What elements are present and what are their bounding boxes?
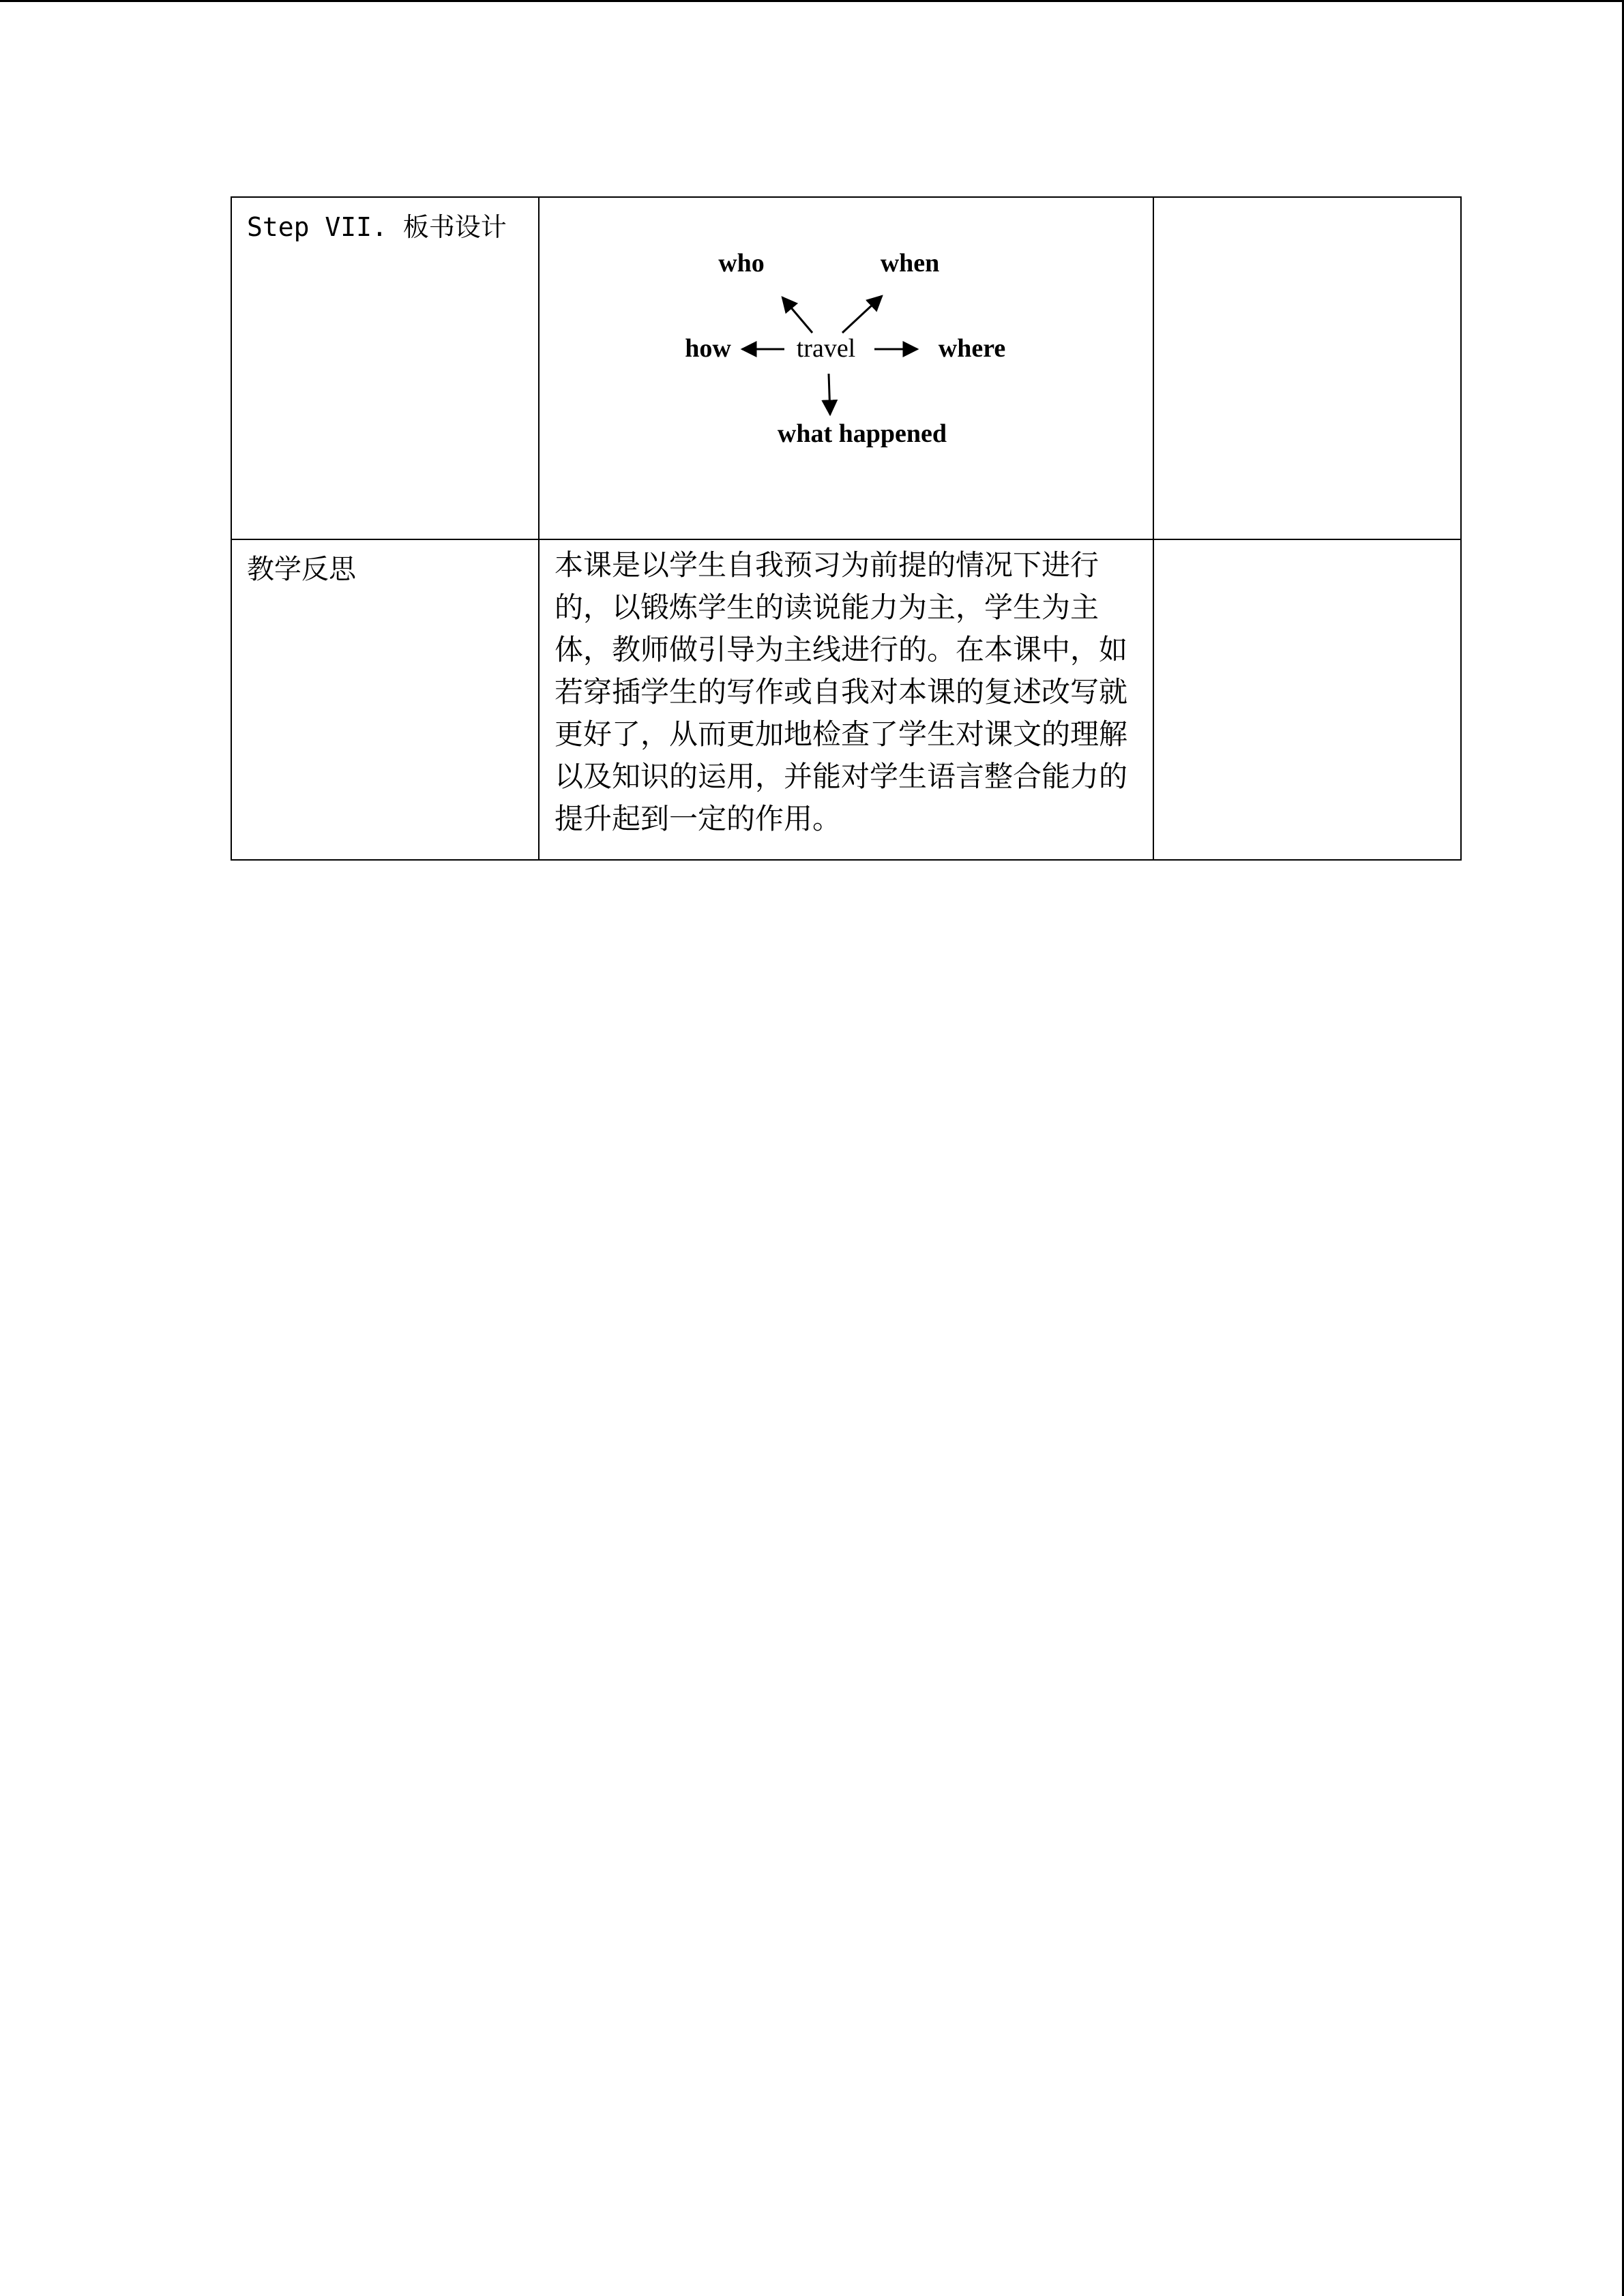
mind-map-svg <box>540 198 1154 539</box>
step-label-cell <box>231 197 539 539</box>
reflection-content-cell <box>539 539 1153 860</box>
node-center-travel: travel <box>796 334 856 363</box>
reflection-label-cell <box>231 539 539 860</box>
reflection-label: 教学反思 <box>247 554 356 585</box>
node-who: who <box>718 249 765 278</box>
mind-map-diagram <box>540 198 1153 539</box>
arrow-to-what-happened <box>829 374 830 415</box>
reflection-content: 本课是以学生自我预习为前提的情况下进行的，以锻炼学生的读说能力为主，学生为主体，教师做引导为主线进行的。在本课中，如若穿插学生的写作或自我对本课的复述改写就更好了，从而更加地检查了学生对课文的理解以及知识的运用，并能对学生语言整合能力的提升起到一定的作用。 <box>555 548 1128 835</box>
notes-cell-2 <box>1153 539 1461 860</box>
node-what-happened: what happened <box>777 419 947 448</box>
lesson-plan-table <box>231 196 1462 861</box>
table-row-board-design <box>231 197 1461 539</box>
table-row-reflection <box>231 539 1461 860</box>
page-border-top <box>0 0 1624 2</box>
node-where: where <box>938 334 1006 363</box>
board-design-cell <box>539 197 1153 539</box>
notes-cell-1 <box>1153 197 1461 539</box>
node-when: when <box>880 249 940 278</box>
node-how: how <box>685 334 731 363</box>
arrow-to-who <box>782 297 812 333</box>
arrow-to-when <box>842 296 882 333</box>
step-label: Step VII. 板书设计 <box>247 212 507 242</box>
